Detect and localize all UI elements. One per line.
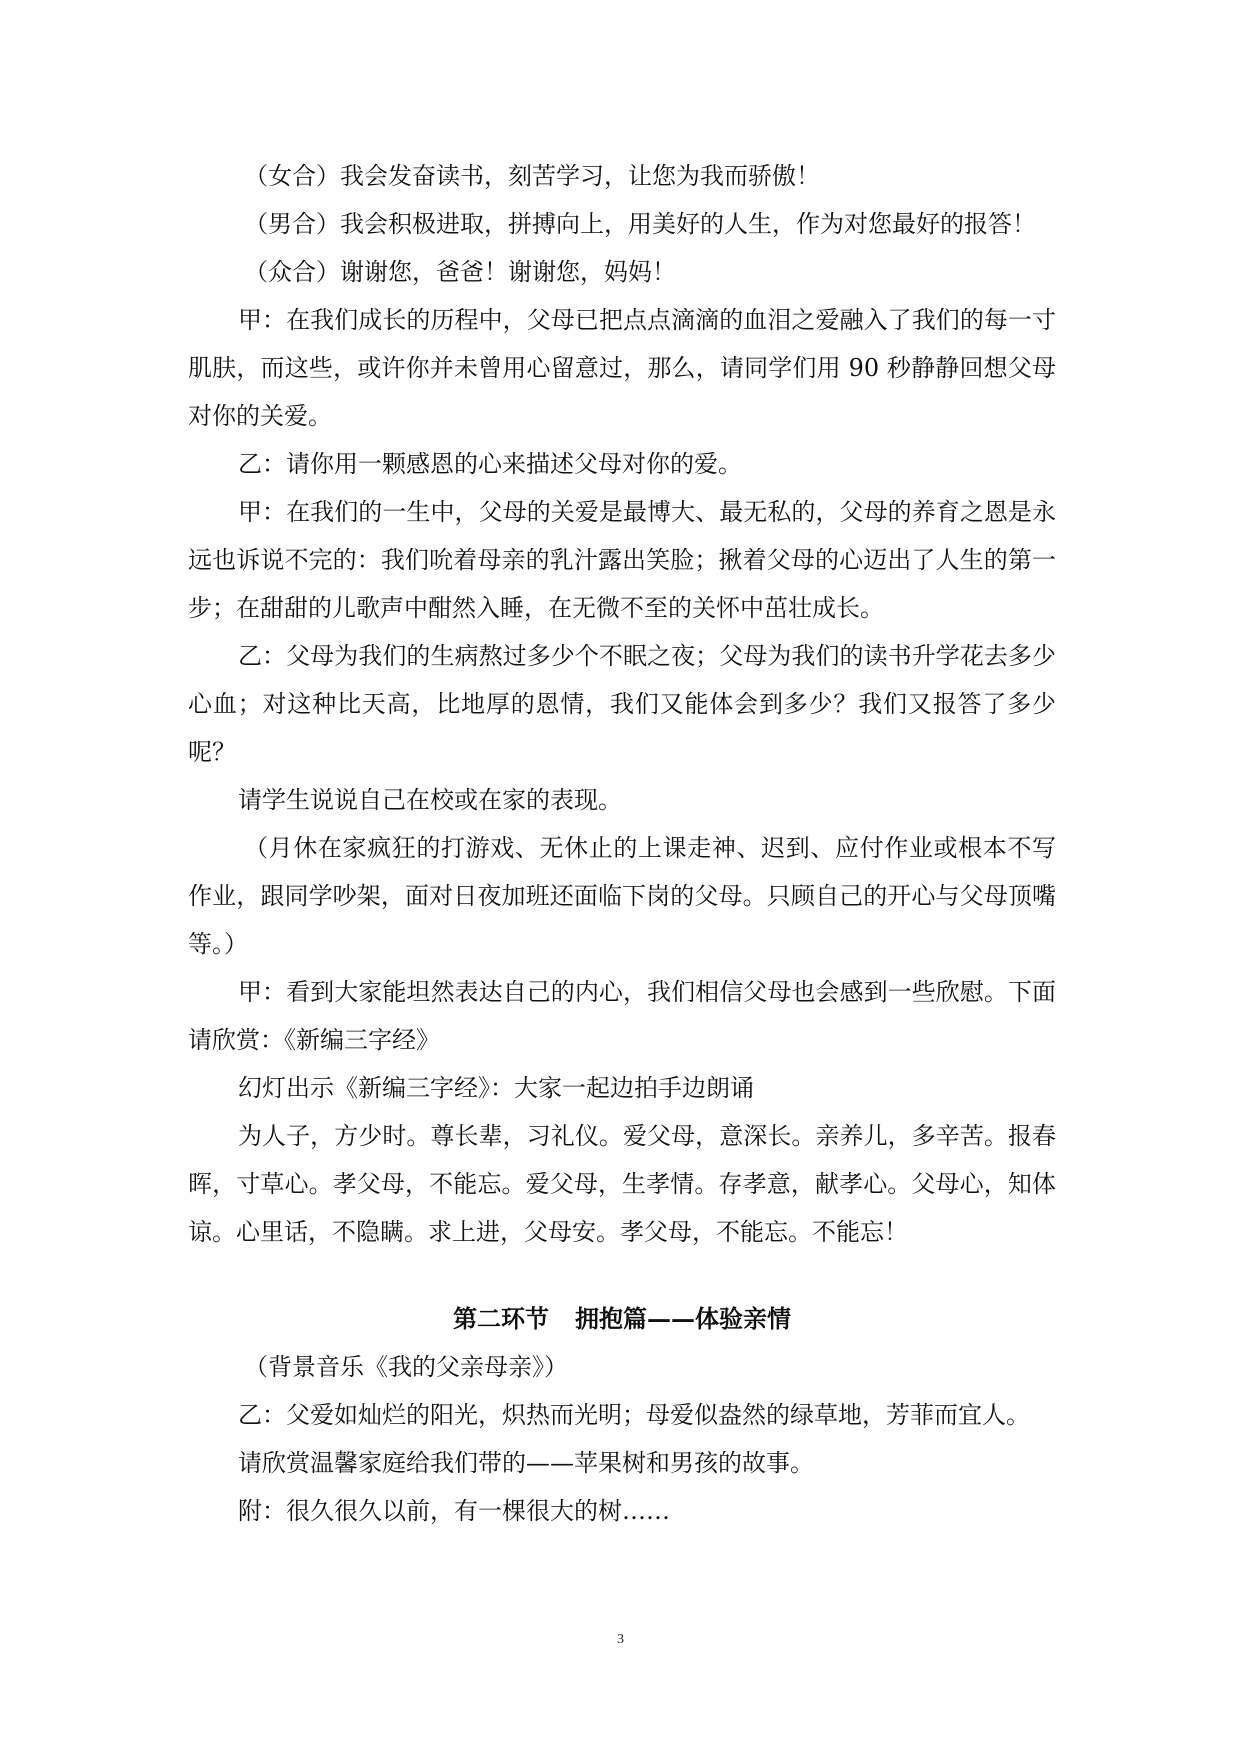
- paragraph-jia-parents-love: 甲：在我们的一生中，父母的关爱是最博大、最无私的，父母的养育之恩是永远也诉说不完的：我们吮着母亲的乳汁露出笑脸；揪着父母的心迈出了人生的第一步；在甜甜的儿歌声中酣然入睡，在无微不至的关怀中茁壮成长。: [188, 498, 1056, 622]
- section-heading: [188, 1295, 1056, 1343]
- paragraph-female-chorus: （女合）我会发奋读书，刻苦学习，让您为我而骄傲！: [244, 162, 820, 190]
- paragraph-yi-describe: 乙：请你用一颗感恩的心来描述父母对你的爱。: [238, 450, 742, 478]
- paragraph-background-music: （背景音乐《我的父亲母亲》）: [244, 1353, 568, 1381]
- section-spacer: [188, 1256, 1056, 1295]
- paragraph-student-behavior-prompt: 请学生说说自己在校或在家的表现。: [238, 786, 622, 814]
- section-heading-part1: 第二环节: [453, 1304, 549, 1333]
- paragraph-yi-fathers-love: 乙：父爱如灿烂的阳光，炽热而光明；母爱似盎然的绿草地，芳菲而宜人。: [238, 1401, 1030, 1429]
- paragraph-male-chorus: （男合）我会积极进取，拼搏向上，用美好的人生，作为对您最好的报答！: [244, 210, 1036, 238]
- paragraph-jia-growth: 甲：在我们成长的历程中，父母已把点点滴滴的血泪之爱融入了我们的每一寸肌肤，而这些，或许你并未曾用心留意过，那么，请同学们用 90 秒静静回想父母对你的关爱。: [188, 306, 1056, 430]
- paragraph-three-character-classic: 为人子，方少时。尊长辈，习礼仪。爱父母，意深长。亲养儿，多辛苦。报春晖，寸草心。孝父母，不能忘。爱父母，生孝情。存孝意，献孝心。父母心，知体谅。心里话，不隐瞒。求上进，父母安。孝父母，不能忘。不能忘！: [188, 1122, 1056, 1246]
- paragraph-appendix-story: 附：很久很久以前，有一棵很大的树……: [238, 1497, 670, 1525]
- document-body: [188, 152, 1056, 1535]
- paragraph-jia-appreciation: 甲：看到大家能坦然表达自己的内心，我们相信父母也会感到一些欣慰。下面请欣赏：《新编三字经》: [188, 978, 1056, 1054]
- paragraph-slide-instruction: 幻灯出示《新编三字经》：大家一起边拍手边朗诵: [238, 1074, 754, 1102]
- paragraph-behavior-examples: （月休在家疯狂的打游戏、无休止的上课走神、迟到、应付作业或根本不写作业，跟同学吵架，面对日夜加班还面临下岗的父母。只顾自己的开心与父母顶嘴等。）: [188, 834, 1056, 958]
- paragraph-all-chorus: （众合）谢谢您，爸爸！谢谢您，妈妈！: [244, 258, 676, 286]
- paragraph-yi-sleepless-nights: 乙：父母为我们的生病熬过多少个不眠之夜；父母为我们的读书升学花去多少心血；对这种比天高，比地厚的恩情，我们又能体会到多少？我们又报答了多少呢？: [188, 642, 1056, 766]
- section-heading-part2: 拥抱篇——体验亲情: [575, 1304, 791, 1333]
- page-number: 3: [617, 1632, 624, 1647]
- paragraph-apple-tree-intro: 请欣赏温馨家庭给我们带的——苹果树和男孩的故事。: [238, 1449, 814, 1477]
